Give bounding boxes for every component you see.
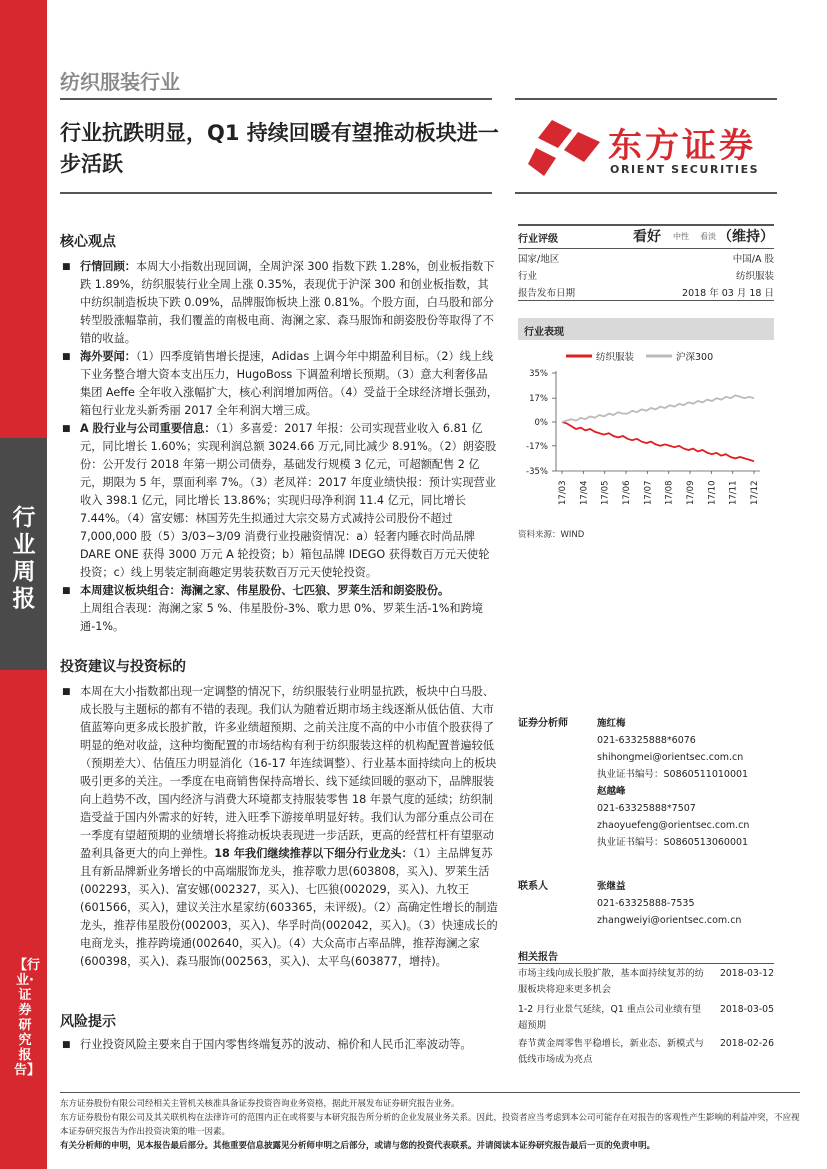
y-tick-label: -17%: [526, 441, 548, 452]
divider: [515, 98, 777, 100]
chart-legend: [566, 351, 713, 363]
x-tick-label: 17/07: [643, 480, 654, 505]
x-tick-label: 17/12: [750, 480, 760, 505]
x-tick-label: 17/10: [707, 480, 718, 505]
sector-name: 纺织服装行业: [60, 70, 180, 94]
y-tick-label: 35%: [529, 369, 548, 379]
vertical-brand-label: 【行业·证券研究报告】: [14, 958, 41, 1078]
series-line: [562, 395, 754, 422]
divider: [60, 192, 492, 194]
chart-axes: [526, 369, 760, 505]
list-item: ■ A 股行业与公司重要信息：（1）多喜爱：2017 年报：公司实现营业收入 6.81 亿元，同比增长 1.60%；实现利润总额 3024.66 万元,同比减少 8.91%。（2）朗姿股份：公开发行 2018 年第一期公司债券，基础发行规模 3 亿元，可超额配售 2 亿元，期限为 5 年，票面利率 7%。（3）老凤祥：2017 年度业绩快报：预计实现营业收入 398.1 亿元，同比增长 13.86%；实现归母净利润 11.4 亿元，同比增长 7.44%。（4）富安娜：林国芳先生拟通过大宗交易方式减持公司股份不超过 7,000,000 股（5）3/03~3/09 消费行业投融资情况：a）轻奢内睡衣时尚品牌 DARE ONE 获得 3000 万元 A 轮投资；b）箱包品牌 IDEGO 获得数百万元天使轮投资；c）线上男装定制商趣定男装获数百万元天使轮投资。: [60, 420, 498, 582]
x-tick-label: 17/06: [622, 480, 632, 505]
logo-text-en: ORIENT SECURITIES: [610, 163, 760, 176]
series-line: [562, 422, 754, 461]
list-item: ■ 行情回顾：本周大小指数出现回调，全周沪深 300 指数下跌 1.28%，创业板指数下跌 1.89%，纺织服装行业全周上涨 0.35%，表现优于沪深 300 和创业板指数，其中纺织制造板块下跌 0.09%，品牌服饰板块上涨 0.81%。个股方面，白马股和部分转型股涨幅靠前，我们覆盖的南极电商、海澜之家、森马服饰和朗姿股份等取得了不错的收益。: [60, 258, 498, 348]
related-heading: 相关报告: [518, 948, 774, 964]
rating-label: 行业评级: [518, 234, 558, 245]
contact-email[interactable]: zhangweiyi@orientsec.com.cn: [597, 915, 742, 926]
related-item[interactable]: 春节黄金周零售平稳增长，新业态、新模式与低线市场成为亮点 2018-02-26: [518, 1038, 774, 1065]
related-item[interactable]: 市场主线向成长股扩散，基本面持续复苏的纺服板块将迎来更多机会 2018-03-12: [518, 968, 774, 995]
y-tick-label: 17%: [529, 394, 548, 405]
analyst-name: 赵越峰: [597, 786, 626, 797]
rating-value: 看好: [633, 229, 661, 245]
rating-row: 行业 纺织服装: [518, 271, 774, 282]
rating-row: 报告发布日期 2018 年 03 月 18 日: [518, 283, 774, 301]
rating-row: 国家/地区 中国/A 股: [518, 254, 774, 265]
analyst-name: 施红梅: [597, 718, 626, 729]
risk-heading: 风险提示: [60, 1014, 116, 1030]
x-tick-label: 17/09: [686, 480, 696, 505]
divider: [60, 98, 492, 100]
y-tick-label: -35%: [526, 467, 548, 477]
logo-mark-icon: [528, 118, 604, 178]
related-item[interactable]: 1-2 月行业景气延续，Q1 重点公司业绩有望超预期 2018-03-05: [518, 1004, 774, 1031]
analyst-email[interactable]: zhaoyuefeng@orientsec.com.cn: [597, 820, 750, 831]
x-tick-label: 17/11: [728, 480, 739, 505]
divider: [515, 192, 777, 194]
list-item: ■ 海外要闻：（1）四季度销售增长提速，Adidas 上调今年中期盈利目标。（2）线上线下业务整合增大资本支出压力，HugoBoss 下调盈利增长预期。（3）意大利奢侈品集团 Aeffe 全年收入涨幅扩大，核心利润增加两倍。（4）受益于全球经济增长强劲，箱包行业龙头新秀丽 2017 全年利润大增三成。: [60, 348, 498, 420]
x-tick-label: 17/08: [664, 480, 675, 505]
legend-label: 沪深300: [676, 352, 714, 363]
rating-box: 行业评级 看好 中性 看淡 （维持） 国家/地区 中国/A 股 行业 纺织服装 报告发布日期 2018 年 03 月 18 日: [518, 224, 774, 301]
x-tick-label: 17/05: [600, 480, 611, 505]
core-list: [60, 258, 498, 636]
perf-heading-bar: 行业表现: [518, 318, 774, 340]
x-tick-label: 17/03: [558, 480, 568, 505]
footer-disclaimer: 东方证券股份有限公司经相关主管机关核准具备证券投资咨询业务资格，据此开展发布证券研究报告业务。 东方证券股份有限公司及其关联机构在法律许可的范围内正在或将要与本研究报告所分析的企业发展业务关系。因此，投资者应当考虑到本公司可能存在对报告的客观性产生影响的利益冲突，不应视本证券研究报告为作出投资决策的唯一因素。 有关分析师的申明，见本报告最后部分。其他重要信息披露见分析师申明之后部分，或请与您的投资代表联系。并请阅读本证券研究报告最后一页的免责申明。: [60, 1099, 800, 1151]
invest-paragraph: ■ 本周在大小指数都出现一定调整的情况下，纺织服装行业明显抗跌，板块中白马股、成长股与主题标的都有不错的表现。我们认为随着近期市场主线逐渐从低估值、大市值蓝筹向更多成长股扩散，许多业绩超预期、之前关注度不高的中小市值个股获得了明显的绝对收益，这种均衡配置的市场结构有利于纺织服装这样的机构配置普遍较低（预期差大）、估值压力明显消化（16-17 年连续调整）、行业基本面持续向上的板块吸引更多的关注。一季度在电商销售保持高增长、线下延续回暖的驱动下，品牌服装向上趋势不改，国内经济与消费大环境都支持服装零售 18 年景气度的延续；纺织制造受益于国内外需求的好转，进入旺季下游接单明显好转。我们认为部分重点公司在一季度有望超预期的业绩增长将推动板块表现进一步活跃，更高的经营杠杆有望驱动盈利具备更大的向上弹性。18 年我们继续推荐以下细分行业龙头：（1）主品牌复苏且有新品牌新业务增长的中高端服饰龙头，推荐歌力思(603808，买入)、罗莱生活(002293，买入)、富安娜(002327，买入)、七匹狼(002029，买入)、九牧王(601566，买入)，建议关注水星家纺(603365，未评级)。（2）高确定性增长的制造龙头，推荐伟星股份(002003，买入)、华孚时尚(002042，买入)。（3）快速成长的电商龙头，推荐跨境通(002640，买入)。（4）大众高市占率品牌，推荐海澜之家(600398，买入)、森马服饰(002563，买入)、太平鸟(603877，增持)。: [60, 683, 498, 971]
risk-paragraph: ■ 行业投资风险主要来自于国内零售终端复苏的波动、棉价和人民币汇率波动等。: [60, 1036, 498, 1054]
list-item: ■ 本周建议板块组合：海澜之家、伟星股份、七匹狼、罗莱生活和朗姿股份。 上周组合表现：海澜之家 5 %、伟星股份-3%、歌力思 0%、罗莱生活-1%和跨境通-1%。: [60, 582, 498, 636]
logo-text-cn: 东方证券: [608, 126, 756, 166]
x-tick-label: 17/04: [579, 480, 590, 505]
rating-status: （维持）: [718, 229, 774, 245]
core-heading: 核心观点: [60, 234, 116, 250]
y-tick-label: 0%: [534, 418, 548, 428]
chart-source: 资料来源：WIND: [518, 530, 585, 540]
footer-divider: [60, 1092, 800, 1093]
analyst-email[interactable]: shihongmei@orientsec.com.cn: [597, 752, 744, 763]
report-type-label: 行业周报: [12, 505, 36, 612]
performance-chart: [514, 345, 776, 525]
invest-heading: 投资建议与投资标的: [60, 659, 186, 675]
legend-label: 纺织服装: [596, 352, 635, 363]
report-title: 行业抗跌明显，Q1 持续回暖有望推动板块进一步活跃: [60, 121, 499, 176]
